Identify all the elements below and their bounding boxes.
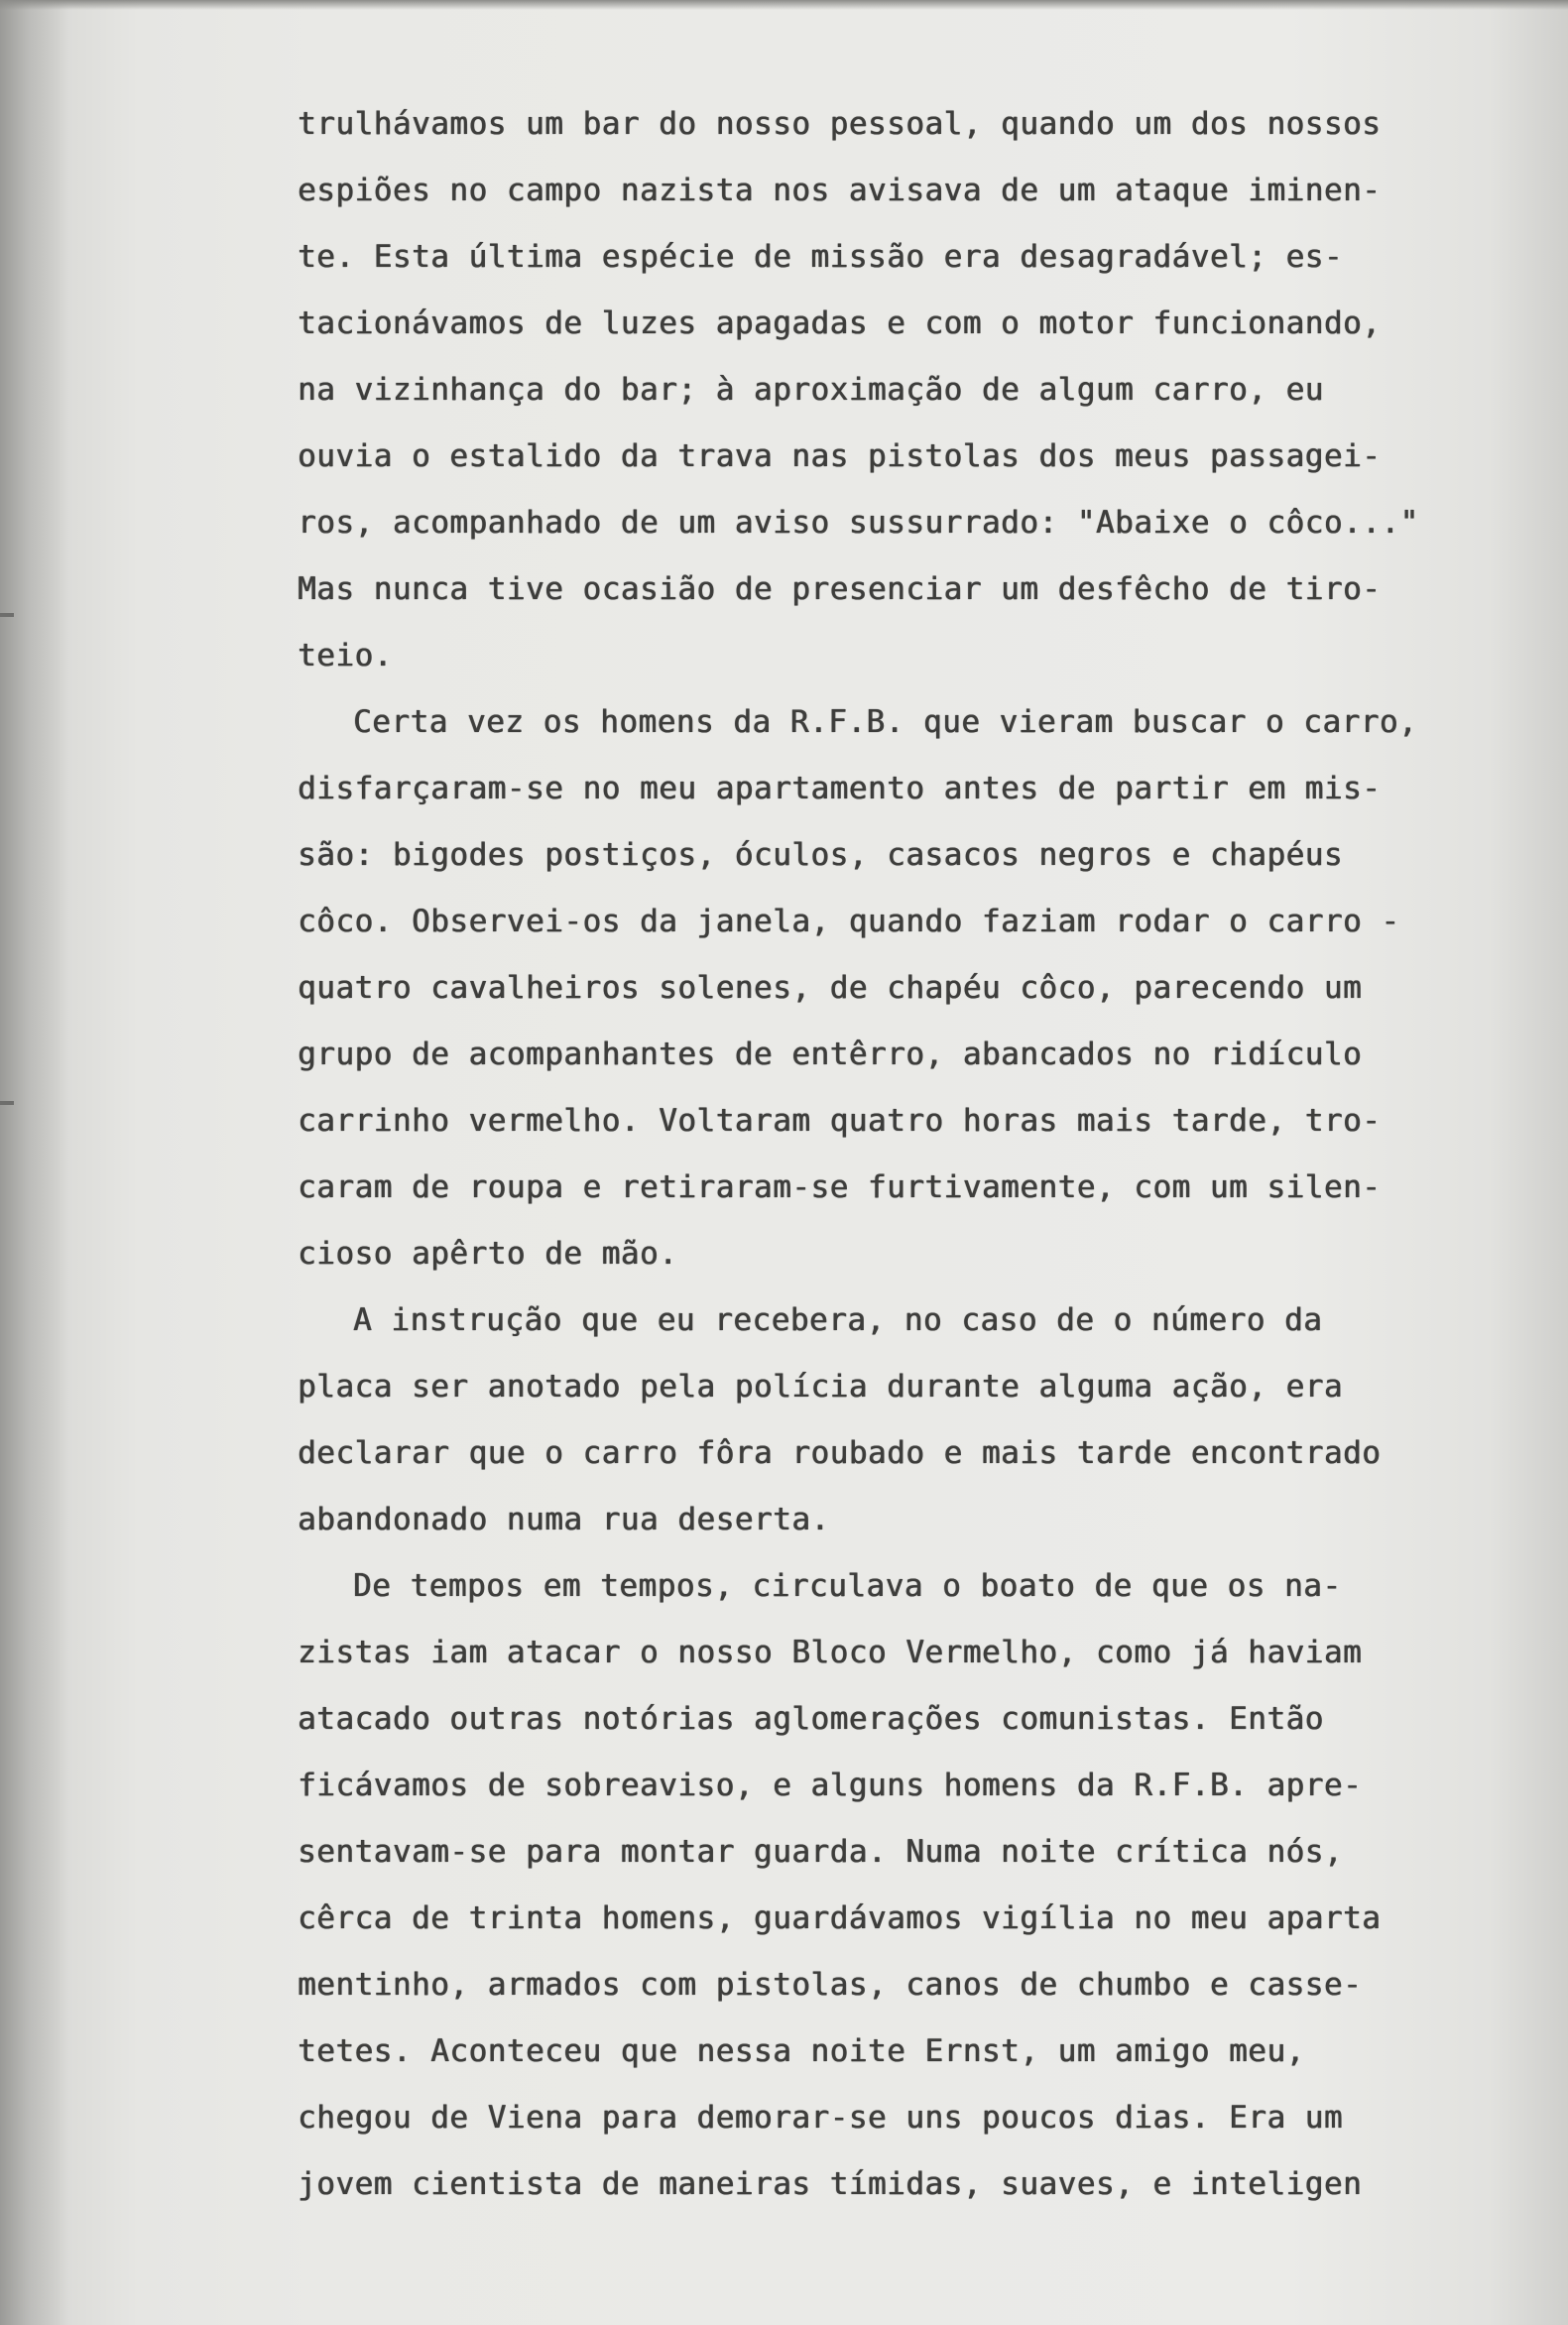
text-line: cioso apêrto de mão. [298,1236,678,1272]
text-line: Certa vez os homens da R.F.B. que vieram buscar o carro, [353,704,1418,740]
scan-mark [0,613,14,617]
text-line: zistas iam atacar o nosso Bloco Vermelho, como já haviam [298,1635,1363,1670]
text-line: trulhávamos um bar do nosso pessoal, quando um dos nossos [298,106,1382,142]
text-line: abandonado numa rua deserta. [298,1502,830,1537]
scan-shadow [0,0,69,2325]
text-line: grupo de acompanhantes de entêrro, abancados no ridículo [298,1037,1363,1072]
typewritten-text [298,91,1468,2218]
text-line: cêrca de trinta homens, guardávamos vigília no meu aparta [298,1900,1382,1936]
text-line: jovem cientista de maneiras tímidas, suaves, e inteligen [298,2166,1363,2202]
text-line: placa ser anotado pela polícia durante alguma ação, era [298,1369,1343,1405]
text-line: são: bigodes postiços, óculos, casacos negros e chapéus [298,837,1343,873]
text-line: ficávamos de sobreaviso, e alguns homens da R.F.B. apre- [298,1768,1363,1803]
text-line: Mas nunca tive ocasião de presenciar um desfêcho de tiro- [298,571,1382,607]
text-line: caram de roupa e retiraram-se furtivamente, com um silen- [298,1169,1382,1205]
text-line: tetes. Aconteceu que nessa noite Ernst, um amigo meu, [298,2033,1305,2069]
text-line: teio. [298,638,393,673]
text-line: ouvia o estalido da trava nas pistolas dos meus passagei- [298,438,1382,474]
text-line: disfarçaram-se no meu apartamento antes de partir em mis- [298,771,1382,806]
text-line: sentavam-se para montar guarda. Numa noite crítica nós, [298,1834,1343,1870]
scan-top-edge [0,0,1568,10]
text-line: carrinho vermelho. Voltaram quatro horas mais tarde, tro- [298,1103,1382,1139]
text-line: A instrução que eu recebera, no caso de o número da [353,1302,1323,1338]
text-line: ros, acompanhado de um aviso sussurrado: "Abaixe o côco..." [298,505,1419,541]
text-line: na vizinhança do bar; à aproximação de algum carro, eu [298,372,1324,408]
text-line: atacado outras notórias aglomerações comunistas. Então [298,1701,1324,1737]
text-line: espiões no campo nazista nos avisava de um ataque iminen- [298,173,1382,208]
text-line: chegou de Viena para demorar-se uns poucos dias. Era um [298,2100,1343,2136]
text-line: quatro cavalheiros solenes, de chapéu côco, parecendo um [298,970,1363,1006]
text-line: mentinho, armados com pistolas, canos de chumbo e casse- [298,1967,1363,2003]
text-line: tacionávamos de luzes apagadas e com o motor funcionando, [298,306,1382,341]
text-line: De tempos em tempos, circulava o boato de que os na- [353,1568,1342,1604]
text-line: côco. Observei-os da janela, quando faziam rodar o carro - [298,904,1400,939]
scan-mark [0,1101,14,1105]
text-line: declarar que o carro fôra roubado e mais tarde encontrado [298,1435,1382,1471]
text-line: te. Esta última espécie de missão era desagradável; es- [298,239,1343,275]
